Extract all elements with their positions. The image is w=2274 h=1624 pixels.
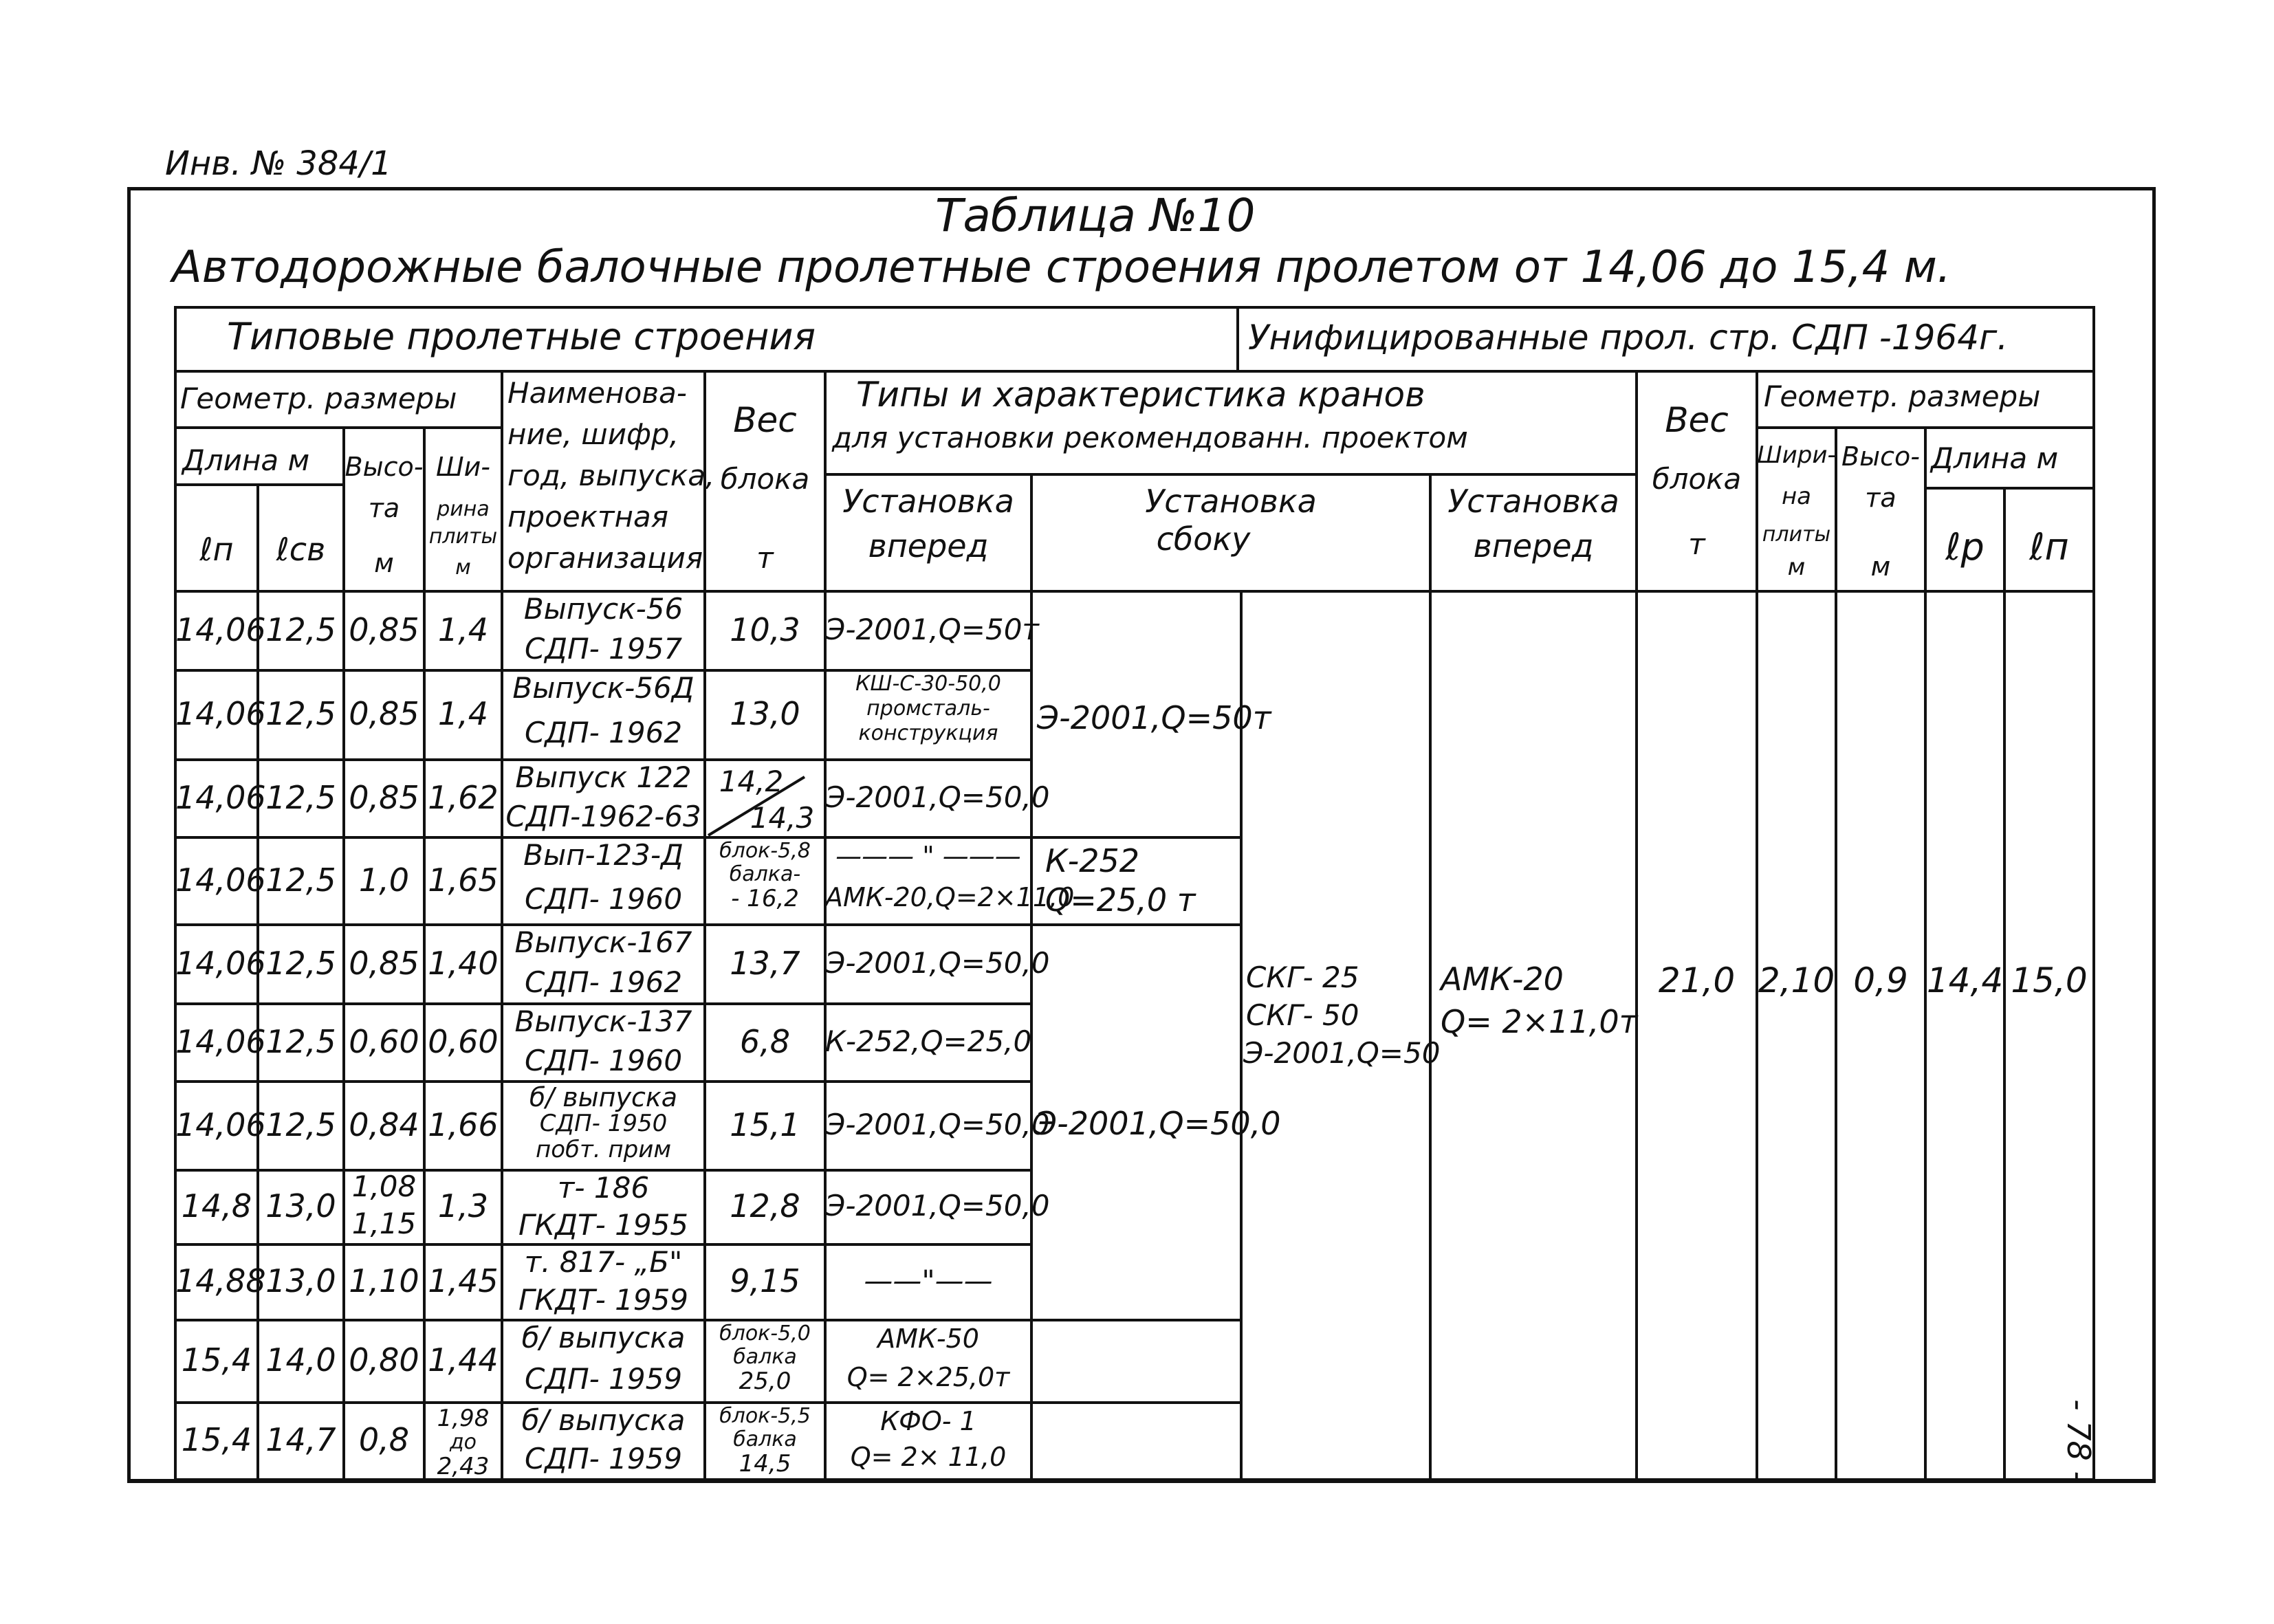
cell-name-2: СДП- 1957 [524, 631, 683, 666]
cell-width: 0,60 [428, 1022, 499, 1060]
header-typical: Типовые пролетные строения [227, 315, 816, 358]
cell-ln: 14,06 [175, 1106, 266, 1143]
cell-front: КШ-С-30-50,0 [855, 672, 1001, 696]
cell-name-1: Выпуск-137 [514, 1005, 692, 1038]
cell-height: 1,10 [349, 1262, 419, 1299]
header-width-1: Ши- [435, 452, 491, 482]
cell-width-b: до [449, 1430, 477, 1454]
header-front2-2: вперед [1473, 527, 1594, 564]
unified-width: 2,10 [1758, 961, 1835, 1000]
cell-width: 1,4 [437, 611, 489, 648]
cell-width: 1,65 [428, 861, 499, 899]
unified-side-1: СКГ- 25 [1246, 961, 1359, 994]
page-number: - 78 - [2060, 1399, 2097, 1482]
cell-front: ——— " ——— [835, 841, 1021, 871]
cell-ln: 14,06 [175, 944, 266, 982]
header-front2-1: Установка [1447, 483, 1619, 520]
cell-height: 1,0 [358, 861, 410, 899]
cell-name-1: Выпуск-167 [514, 925, 692, 959]
unified-height: 0,9 [1853, 961, 1908, 1000]
cell-ln: 14,8 [181, 1187, 252, 1225]
cell-name-2: СДП- 1960 [524, 1043, 683, 1077]
header-width2-1: Шири- [1757, 441, 1836, 469]
cell-front: Э-2001,Q=50т [825, 612, 1039, 646]
unified-lr: 14,4 [1926, 961, 2004, 1000]
unified-ln: 15,0 [2011, 961, 2088, 1000]
cell-name-1: Выпуск-56 [523, 592, 684, 626]
header-weight2-2: блока [1652, 462, 1742, 496]
cell-height: 0,8 [358, 1421, 410, 1458]
cell-front-b: АМК-20,Q=2×11,0 [825, 881, 1075, 912]
cell-width: 1,45 [428, 1262, 499, 1299]
header-name-4: проектная [507, 500, 668, 534]
cell-ln: 15,4 [181, 1341, 252, 1379]
cell-weight-c: 25,0 [739, 1368, 791, 1395]
cell-width: 1,66 [428, 1106, 499, 1143]
cell-name-2: ГКДТ- 1955 [518, 1208, 689, 1242]
cell-name-1: б/ выпуска [521, 1403, 686, 1437]
header-ln: ℓп [199, 531, 234, 568]
header-geom-left: Геометр. размеры [180, 382, 457, 415]
header-width2-2: на [1781, 483, 1812, 510]
header-height2-1: Высо- [1841, 441, 1920, 472]
cell-ln: 14,06 [175, 695, 266, 732]
cell-weight: блок-5,0 [719, 1321, 811, 1346]
cell-width: 1,40 [428, 944, 499, 982]
cell-weight: блок-5,5 [719, 1404, 811, 1428]
side-install-group-2b: Q=25,0 т [1045, 881, 1196, 919]
header-front-2: вперед [868, 527, 989, 564]
cell-lsv: 14,7 [265, 1421, 336, 1458]
header-weight-3: т [756, 541, 774, 575]
cell-width-c: 2,43 [437, 1453, 490, 1480]
cell-front: Э-2001,Q=50,0 [825, 1107, 1050, 1141]
cell-weight: 15,1 [730, 1106, 800, 1143]
cell-width: 1,98 [437, 1405, 490, 1432]
cell-weight: 9,15 [730, 1262, 800, 1299]
unified-side-2: СКГ- 50 [1246, 998, 1359, 1032]
header-length: Длина м [182, 443, 310, 477]
header-length2: Длина м [1931, 441, 2059, 475]
unified-side-3: Э-2001,Q=50 [1243, 1036, 1441, 1070]
cell-front: АМК-50 [877, 1324, 979, 1354]
header-height-3: м [374, 548, 394, 578]
header-lsv: ℓсв [276, 531, 326, 568]
cell-weight: блок-5,8 [719, 839, 811, 863]
cell-name-1: Выпуск-56Д [512, 671, 695, 705]
cell-lsv: 12,5 [265, 944, 336, 982]
header-width-3: плиты [428, 525, 498, 549]
cell-ln: 15,4 [181, 1421, 252, 1458]
header-width2-3: плиты [1762, 523, 1831, 547]
cell-lsv: 12,5 [265, 778, 336, 816]
cell-name-2: СДП- 1962 [524, 965, 683, 999]
table-subtitle: Автодорожные балочные пролетные строения пролетом от 14,06 до 15,4 м. [172, 242, 1952, 293]
unified-weight: 21,0 [1658, 961, 1736, 1000]
cell-height: 0,85 [349, 611, 419, 648]
cell-front: Э-2001,Q=50,0 [825, 945, 1050, 980]
cell-ln: 14,06 [175, 611, 266, 648]
header-unified: Унифицированные прол. стр. СДП -1964г. [1248, 318, 2009, 358]
cell-name-1: Вып-123-Д [523, 838, 684, 872]
cell-weight: 13,0 [730, 695, 800, 732]
header-ln2: ℓп [2029, 525, 2069, 569]
cell-front: ——"—— [864, 1264, 993, 1297]
cell-width: 1,62 [428, 778, 499, 816]
cell-height: 0,80 [349, 1341, 419, 1379]
cell-name-2: СДП- 1950 [539, 1110, 668, 1137]
header-cranes-1: Типы и характеристика кранов [856, 375, 1425, 415]
header-weight-2: блока [720, 462, 810, 496]
inventory-number: Инв. № 384/1 [165, 144, 392, 183]
cell-weight: 13,7 [730, 944, 800, 982]
cell-lsv: 13,0 [265, 1262, 336, 1299]
cell-ln: 14,06 [175, 778, 266, 816]
cell-front-c: конструкция [858, 721, 998, 745]
cell-name-1: т- 186 [557, 1171, 650, 1205]
header-weight-1: Вес [733, 400, 797, 440]
header-width2-4: м [1787, 553, 1806, 581]
cell-width: 1,44 [428, 1341, 499, 1379]
cell-lsv: 12,5 [265, 1022, 336, 1060]
header-weight2-1: Вес [1665, 400, 1729, 440]
cell-width: 1,3 [437, 1187, 489, 1225]
header-weight2-3: т [1688, 527, 1705, 561]
cell-front: КФО- 1 [880, 1406, 976, 1436]
cell-weight: 12,8 [730, 1187, 800, 1225]
header-height2-3: м [1870, 551, 1891, 582]
header-name-2: ние, шифр, [507, 417, 679, 451]
cell-name-2: СДП- 1962 [524, 716, 683, 749]
header-width-2: рина [437, 497, 490, 521]
cell-height-b: 1,15 [351, 1207, 417, 1240]
cell-weight-b: 14,3 [750, 800, 815, 835]
header-height-2: та [368, 493, 400, 523]
cell-name-2: СДП- 1959 [524, 1442, 683, 1475]
header-lr: ℓр [1945, 525, 1985, 569]
cell-ln: 14,06 [175, 1022, 266, 1060]
cell-weight: 14,2 [719, 765, 784, 798]
cell-height: 0,60 [349, 1022, 419, 1060]
cell-name-2: СДП- 1960 [524, 881, 683, 916]
cell-lsv: 12,5 [265, 861, 336, 899]
cell-weight-b: балка [733, 1345, 797, 1369]
cell-ln: 14,06 [175, 861, 266, 899]
cell-name-2: ГКДТ- 1959 [518, 1283, 689, 1317]
cell-weight-b: балка [733, 1427, 797, 1451]
header-side-1: Установка [1145, 483, 1317, 520]
header-cranes-2: для установки рекомендованн. проектом [832, 421, 1468, 454]
cell-lsv: 12,5 [265, 1106, 336, 1143]
cell-front-b: Q= 2×25,0т [846, 1362, 1010, 1392]
cell-height: 0,84 [349, 1106, 419, 1143]
header-name-1: Наименова- [507, 376, 687, 410]
unified-front-1: АМК-20 [1441, 961, 1564, 998]
side-install-group-3: Э-2001,Q=50,0 [1035, 1105, 1281, 1142]
cell-weight-c: 14,5 [739, 1450, 791, 1478]
cell-weight-c: - 16,2 [731, 885, 799, 912]
cell-front: Э-2001,Q=50,0 [825, 780, 1050, 814]
cell-name-2: СДП- 1959 [524, 1362, 683, 1396]
cell-lsv: 12,5 [265, 611, 336, 648]
cell-height: 0,85 [349, 944, 419, 982]
unified-front-2: Q= 2×11,0т [1441, 1003, 1638, 1040]
header-width-4: м [455, 556, 471, 580]
header-height-1: Высо- [345, 452, 424, 482]
cell-front: Э-2001,Q=50,0 [825, 1189, 1050, 1222]
cell-height: 1,08 [351, 1170, 417, 1203]
cell-name-3: побт. прим [536, 1136, 671, 1163]
cell-front-b: Q= 2× 11,0 [850, 1442, 1007, 1472]
cell-height: 0,85 [349, 695, 419, 732]
cell-weight: 6,8 [739, 1022, 791, 1060]
cell-ln: 14,88 [175, 1262, 266, 1299]
cell-front: К-252,Q=25,0 [825, 1024, 1032, 1058]
cell-name-1: б/ выпуска [529, 1082, 678, 1112]
cell-width: 1,4 [437, 695, 489, 732]
header-geom-right: Геометр. размеры [1764, 380, 2041, 413]
header-name-3: год, выпуска, [507, 459, 715, 492]
cell-name-1: Выпуск 122 [515, 760, 692, 794]
cell-lsv: 12,5 [265, 695, 336, 732]
header-height2-2: та [1865, 483, 1896, 513]
header-side-2: сбоку [1156, 520, 1251, 558]
cell-name-1: т. 817- „Б" [524, 1245, 683, 1279]
cell-height: 0,85 [349, 778, 419, 816]
table-title: Таблица №10 [935, 189, 1256, 242]
cell-name-1: б/ выпуска [521, 1321, 686, 1354]
side-install-group-1: Э-2001,Q=50т [1037, 699, 1271, 736]
header-name-5: организация [507, 541, 703, 575]
cell-weight-b: балка- [729, 862, 801, 886]
side-install-group-2a: К-252 [1045, 842, 1140, 879]
cell-front-b: промсталь- [866, 696, 990, 721]
cell-lsv: 14,0 [265, 1341, 336, 1379]
cell-lsv: 13,0 [265, 1187, 336, 1225]
cell-name-2: СДП-1962-63 [505, 799, 701, 833]
cell-weight: 10,3 [730, 611, 800, 648]
header-front-1: Установка [842, 483, 1014, 520]
